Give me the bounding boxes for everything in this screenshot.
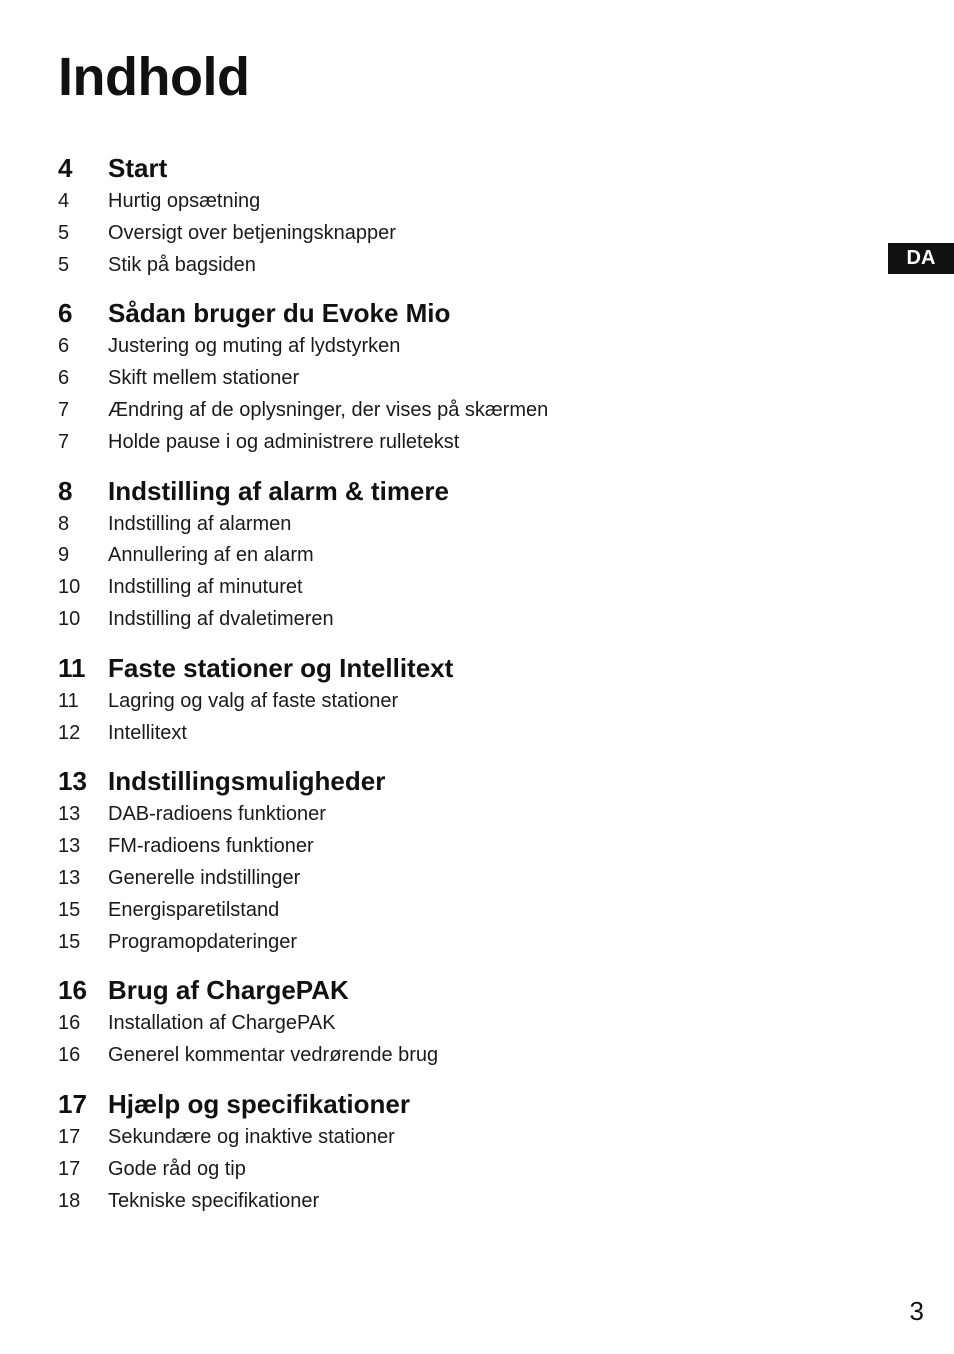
toc-entry-title: Generel kommentar vedrørende brug: [108, 1044, 439, 1067]
toc-entry-page-number: 18: [58, 1189, 81, 1212]
toc-entry-page-number: 7: [58, 398, 70, 421]
toc-entry-page-number: 5: [58, 221, 70, 244]
toc-section-heading[interactable]: [58, 1086, 838, 1122]
toc-entry[interactable]: [58, 1122, 838, 1154]
toc-entry-page-number: 4: [58, 190, 70, 212]
toc-section-title: Start: [108, 153, 168, 183]
toc-entry[interactable]: [58, 895, 838, 927]
toc-entry-page-number: 13: [58, 866, 81, 889]
toc-section: [58, 295, 838, 458]
toc-entry-page-number: 6: [58, 335, 70, 358]
toc-entry-title: Hurtig opsætning: [108, 190, 261, 212]
toc-entry-title: Programopdateringer: [108, 930, 297, 953]
toc-section-page-number: 17: [58, 1088, 87, 1119]
toc-section-heading[interactable]: [58, 763, 838, 799]
toc-entry-page-number: 7: [58, 430, 70, 453]
toc-entry-title: Holde pause i og administrere rulletekst: [108, 430, 460, 453]
toc-entry-title: Stik på bagsiden: [108, 253, 256, 276]
toc-entry-page-number: 6: [58, 367, 70, 390]
toc-entry[interactable]: [58, 509, 838, 541]
toc-entry-page-number: 10: [58, 576, 81, 599]
toc-section-heading[interactable]: [58, 473, 838, 509]
toc-section-heading[interactable]: [58, 650, 838, 686]
toc-entry[interactable]: [58, 927, 838, 959]
toc-entry-page-number: 17: [58, 1157, 81, 1180]
toc-entry-page-number: 11: [58, 689, 79, 712]
toc-entry[interactable]: [58, 395, 838, 427]
toc-section-page-number: 4: [58, 153, 73, 183]
toc-entry[interactable]: [58, 186, 838, 218]
toc-entry-title: Energisparetilstand: [108, 898, 280, 921]
toc-entry-page-number: 15: [58, 930, 81, 953]
toc-entry[interactable]: [58, 363, 838, 395]
toc-entry[interactable]: [58, 863, 838, 895]
table-of-contents: [58, 150, 838, 1231]
toc-entry-title: Annullering af en alarm: [108, 544, 314, 567]
toc-entry-page-number: 13: [58, 835, 81, 858]
toc-section-title: Brug af ChargePAK: [108, 975, 349, 1006]
page-number: 3: [909, 1296, 924, 1326]
toc-entry-title: Gode råd og tip: [108, 1157, 246, 1180]
toc-entry-page-number: 5: [58, 253, 70, 276]
page-title: Indhold: [58, 47, 250, 107]
toc-entry[interactable]: [58, 831, 838, 863]
toc-section-title: Indstilling af alarm & timere: [108, 475, 449, 506]
toc-entry[interactable]: [58, 1008, 838, 1040]
toc-entry-title: Indstilling af minuturet: [108, 576, 303, 599]
toc-entry[interactable]: [58, 540, 838, 572]
toc-entry-title: Generelle indstillinger: [108, 866, 301, 889]
toc-section-heading[interactable]: [58, 972, 838, 1008]
toc-entry-title: DAB-radioens funktioner: [108, 803, 326, 826]
toc-entry-title: Tekniske specifikationer: [108, 1189, 320, 1212]
toc-section-page-number: 11: [58, 652, 86, 683]
toc-entry[interactable]: [58, 331, 838, 363]
toc-section: [58, 1086, 838, 1217]
toc-entry[interactable]: [58, 604, 838, 636]
toc-section: [58, 763, 838, 958]
toc-section: [58, 150, 838, 281]
toc-entry[interactable]: [58, 799, 838, 831]
toc-entry[interactable]: [58, 1040, 838, 1072]
toc-entry-page-number: 8: [58, 512, 70, 535]
toc-entry-title: Oversigt over betjeningsknapper: [108, 221, 396, 244]
toc-entry-page-number: 15: [58, 898, 81, 921]
toc-entry-page-number: 16: [58, 1012, 81, 1035]
toc-entry[interactable]: [58, 1154, 838, 1186]
toc-entry-title: Justering og muting af lydstyrken: [108, 335, 401, 358]
toc-entry-title: FM-radioens funktioner: [108, 835, 314, 858]
toc-entry[interactable]: [58, 572, 838, 604]
toc-entry-page-number: 10: [58, 607, 81, 630]
toc-entry-title: Installation af ChargePAK: [108, 1012, 336, 1035]
toc-entry-title: Skift mellem stationer: [108, 367, 300, 390]
toc-entry-title: Ændring af de oplysninger, der vises på skærmen: [108, 398, 549, 421]
toc-entry-title: Intellitext: [108, 721, 187, 744]
toc-entry-title: Lagring og valg af faste stationer: [108, 689, 399, 712]
toc-entry[interactable]: [58, 427, 838, 459]
toc-entry-page-number: 16: [58, 1044, 81, 1067]
toc-section: [58, 650, 838, 750]
toc-section-page-number: 6: [58, 298, 73, 329]
toc-section-title: Faste stationer og Intellitext: [108, 652, 454, 683]
toc-section: [58, 473, 838, 636]
toc-section-heading[interactable]: [58, 150, 838, 186]
toc-entry[interactable]: [58, 250, 838, 282]
toc-entry-title: Indstilling af alarmen: [108, 512, 292, 535]
toc-section-title: Sådan bruger du Evoke Mio: [108, 298, 451, 329]
toc-entry[interactable]: [58, 718, 838, 750]
toc-entry-page-number: 17: [58, 1125, 81, 1148]
language-tab: DA: [888, 243, 954, 274]
toc-entry-page-number: 13: [58, 803, 81, 826]
toc-section-title: Hjælp og specifikationer: [108, 1088, 410, 1119]
toc-entry-page-number: 9: [58, 544, 70, 567]
toc-section: [58, 972, 838, 1072]
toc-entry[interactable]: [58, 218, 838, 250]
toc-entry[interactable]: [58, 1186, 838, 1218]
toc-section-page-number: 13: [58, 766, 87, 797]
toc-entry[interactable]: [58, 686, 838, 718]
toc-section-heading[interactable]: [58, 295, 838, 331]
toc-section-title: Indstillingsmuligheder: [108, 766, 386, 797]
toc-entry-title: Sekundære og inaktive stationer: [108, 1125, 395, 1148]
toc-section-page-number: 16: [58, 975, 87, 1006]
toc-entry-page-number: 12: [58, 721, 81, 744]
toc-entry-title: Indstilling af dvaletimeren: [108, 607, 334, 630]
toc-section-page-number: 8: [58, 475, 73, 506]
